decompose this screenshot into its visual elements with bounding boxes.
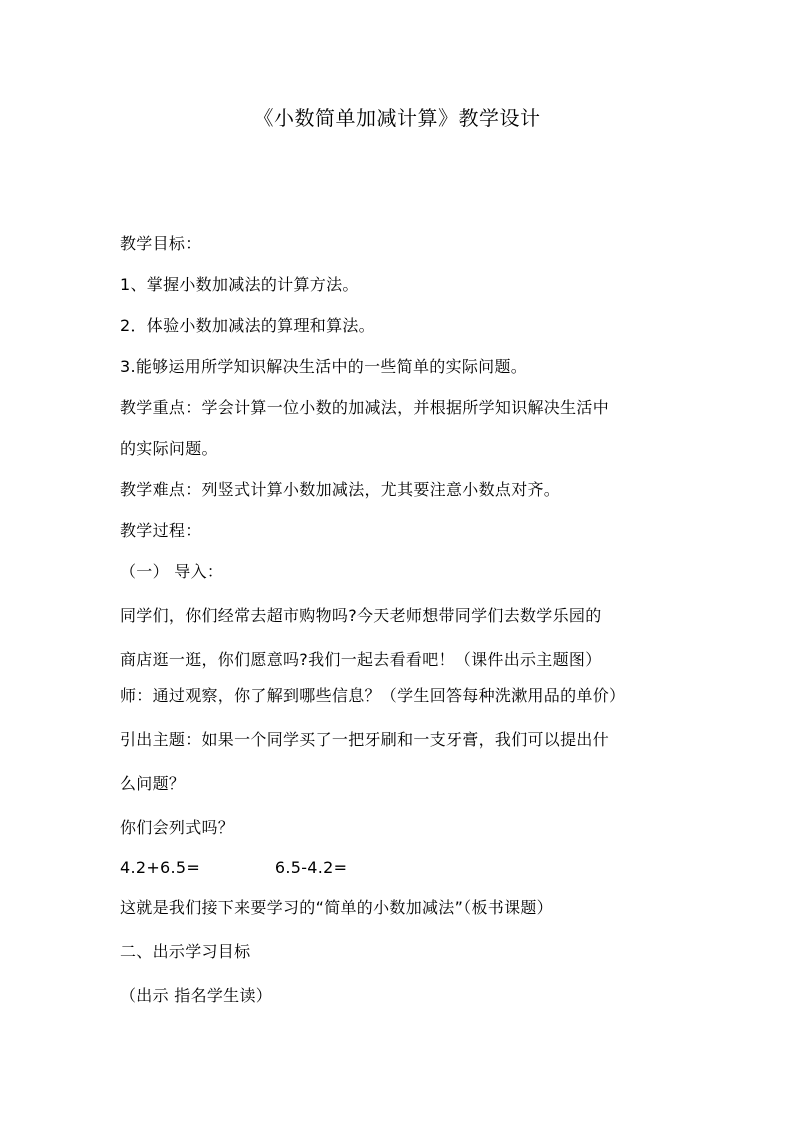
section-intro-heading: （一） 导入：	[120, 562, 224, 581]
intro-paragraph-line-2: 商店逛一逛，你们愿意吗?我们一起去看看吧！（课件出示主题图）	[120, 650, 602, 669]
section-learning-goals-heading: 二、出示学习目标	[120, 942, 251, 961]
objective-2: 2．体验小数加减法的算理和算法。	[120, 316, 375, 335]
equation-subtraction: 6.5-4.2=	[274, 858, 348, 877]
teaching-difficulty: 教学难点：列竖式计算小数加减法，尤其要注意小数点对齐。	[120, 480, 561, 499]
teaching-focus-line-2: 的实际问题。	[120, 439, 218, 458]
objective-1: 1、掌握小数加减法的计算方法。	[120, 275, 359, 294]
show-and-read-instruction: （出示 指名学生读）	[120, 986, 273, 1005]
objective-3: 3.能够运用所学知识解决生活中的一些简单的实际问题。	[120, 357, 528, 376]
teaching-objectives-heading: 教学目标：	[120, 234, 202, 253]
equation-question-line: 你们会列式吗？	[120, 818, 235, 837]
teaching-process-heading: 教学过程：	[120, 521, 202, 540]
lesson-topic-line: 这就是我们接下来要学习的“简单的小数加减法”（板书课题）	[120, 898, 553, 917]
topic-introduction-line-2: 么问题？	[120, 774, 186, 793]
topic-introduction-line-1: 引出主题：如果一个同学买了一把牙刷和一支牙膏，我们可以提出什	[120, 730, 610, 749]
teacher-question-line: 师：通过观察，你了解到哪些信息？（学生回答每种洗漱用品的单价）	[120, 686, 626, 705]
intro-paragraph-line-1: 同学们，你们经常去超市购物吗?今天老师想带同学们去数学乐园的	[120, 606, 602, 625]
equations-line	[120, 857, 700, 879]
teaching-focus-line-1: 教学重点：学会计算一位小数的加减法，并根据所学知识解决生活中	[120, 398, 610, 417]
equation-addition: 4.2+6.5=	[120, 858, 201, 877]
document-title: 《小数简单加减计算》教学设计	[253, 106, 541, 130]
